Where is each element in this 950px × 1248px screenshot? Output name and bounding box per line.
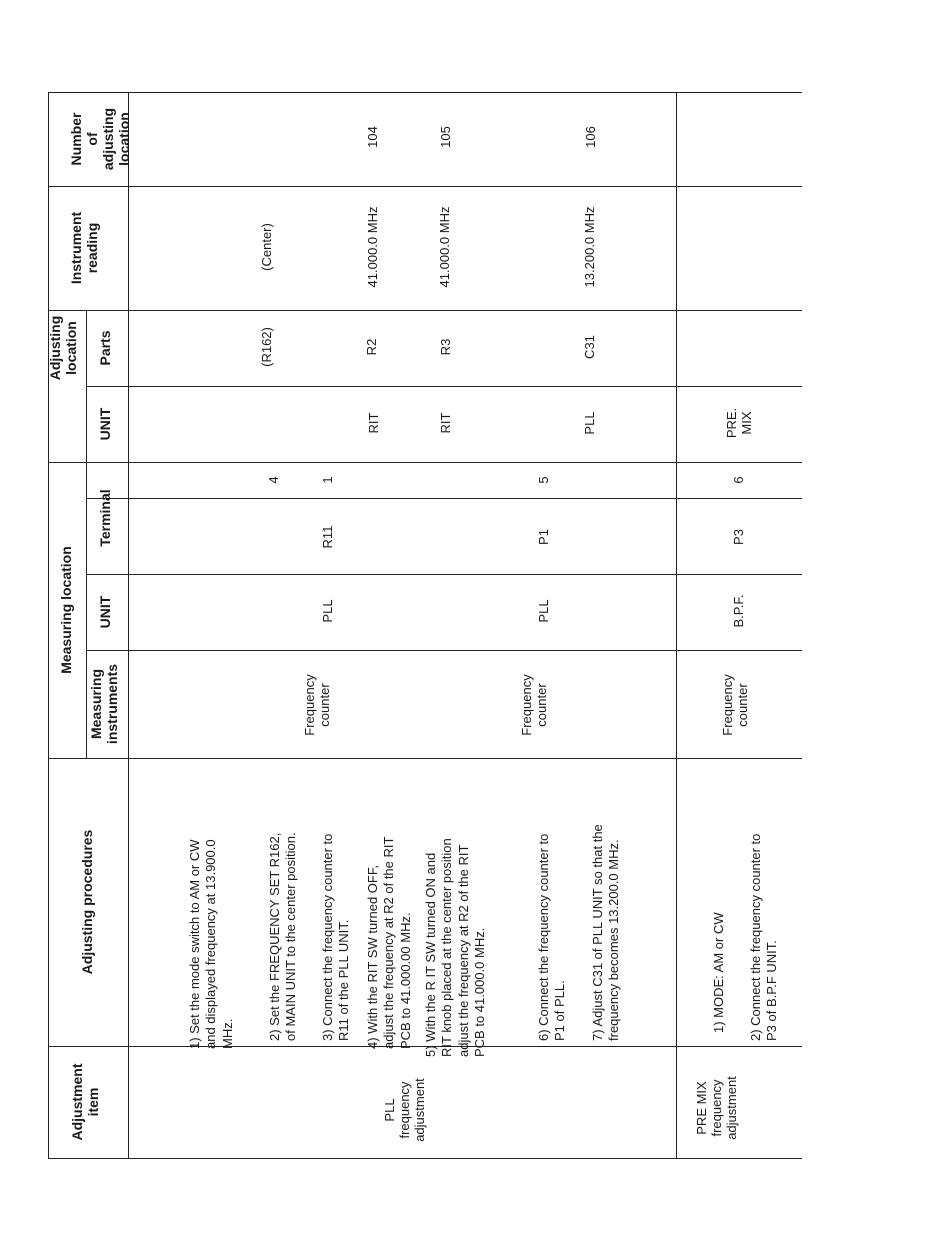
header-measuring-unit: UNIT xyxy=(97,595,113,629)
pll-step-4: 4) With the RIT SW turned OFF, adjust the frequency at R2 of the RIT PCB to 41.000.00 MHz. xyxy=(365,836,413,1049)
pll-adj-unit-3: PLL xyxy=(582,411,597,435)
header-terminal: Terminal xyxy=(97,489,113,547)
pll-number-1: 104 xyxy=(365,126,380,148)
premix-adjustment-item: PRE MIX frequency adjustment xyxy=(694,1076,739,1140)
header-measuring-instruments: Measuring instruments xyxy=(88,663,121,745)
pll-step-2: 2) Set the FREQUENCY SET R162, of MAIN UNIT to the center position. xyxy=(267,832,299,1041)
premix-adj-unit: PRE. MIX xyxy=(724,407,754,439)
pll-terminal-2: P1 xyxy=(536,529,551,545)
pll-number-3: 106 xyxy=(583,126,598,148)
header-parts: Parts xyxy=(97,330,113,366)
pll-reading-3: 41.000.0 MHz xyxy=(437,206,452,288)
pll-step-5: 5) With the R IT SW turned ON and RIT knob placed at the center position adjust the frequency at R2 of the RIT PCB to 41.000.0 MHz. xyxy=(423,838,487,1057)
pll-instrument-1: Frequency counter xyxy=(302,674,332,736)
pll-part-4: C31 xyxy=(582,335,597,359)
header-adjusting-unit: UNIT xyxy=(97,407,113,441)
pll-terminal-number-1: 4 xyxy=(266,476,281,484)
pll-part-1: (R162) xyxy=(259,327,274,367)
premix-instrument: Frequency counter xyxy=(720,674,750,736)
pll-part-2: R2 xyxy=(364,338,379,356)
pll-instrument-2: Frequency counter xyxy=(519,674,549,736)
pll-adj-unit-1: RIT xyxy=(366,412,381,434)
pll-terminal-number-3: 5 xyxy=(536,476,551,484)
pll-reading-1: (Center) xyxy=(259,223,274,271)
header-adjustment-item: Adjustment item xyxy=(69,1063,102,1141)
pll-part-3: R3 xyxy=(438,338,453,356)
header-measuring-location: Measuring location xyxy=(58,546,74,674)
premix-terminal: P3 xyxy=(731,529,746,545)
pll-reading-4: 13.200.0 MHz xyxy=(582,206,597,288)
premix-meas-unit: B.P.F. xyxy=(731,594,746,628)
pll-terminal-number-2: 1 xyxy=(320,476,335,484)
pll-meas-unit-1: PLL xyxy=(320,599,335,623)
pll-adjustment-item: PLL frequency adjustment xyxy=(382,1078,427,1142)
pll-step-3: 3) Connect the frequency counter to R11 of the PLL UNIT. xyxy=(320,833,352,1041)
pll-step-1: 1) Set the mode switch to AM or CW and displayed frequency at 13.900.0 MHz. xyxy=(187,839,235,1049)
header-number-of-adjusting-location: Number of adjusting location xyxy=(68,107,133,171)
pll-number-2: 105 xyxy=(438,126,453,148)
header-adjusting-procedures: Adjusting procedures xyxy=(79,829,95,975)
pll-step-7: 7) Adjust C31 of PLL UNIT so that the frequency becomes 13.200.0 MHz. xyxy=(590,824,622,1041)
header-adjusting-location: Adjusting location xyxy=(47,315,80,381)
pll-meas-unit-2: PLL xyxy=(536,599,551,623)
premix-step-1: 1) MODE: AM or CW xyxy=(711,912,726,1033)
pll-adj-unit-2: RIT xyxy=(438,412,453,434)
premix-terminal-number: 6 xyxy=(731,476,746,484)
header-instrument-reading: Instrument reading xyxy=(68,211,101,285)
pll-reading-2: 41.000.0 MHz xyxy=(365,206,380,288)
pll-terminal-1: R11 xyxy=(320,525,335,549)
pll-step-6: 6) Connect the frequency counter to P1 of PLL. xyxy=(536,833,568,1041)
premix-step-2: 2) Connect the frequency counter to P3 of B.P.F UNIT. xyxy=(748,833,780,1041)
